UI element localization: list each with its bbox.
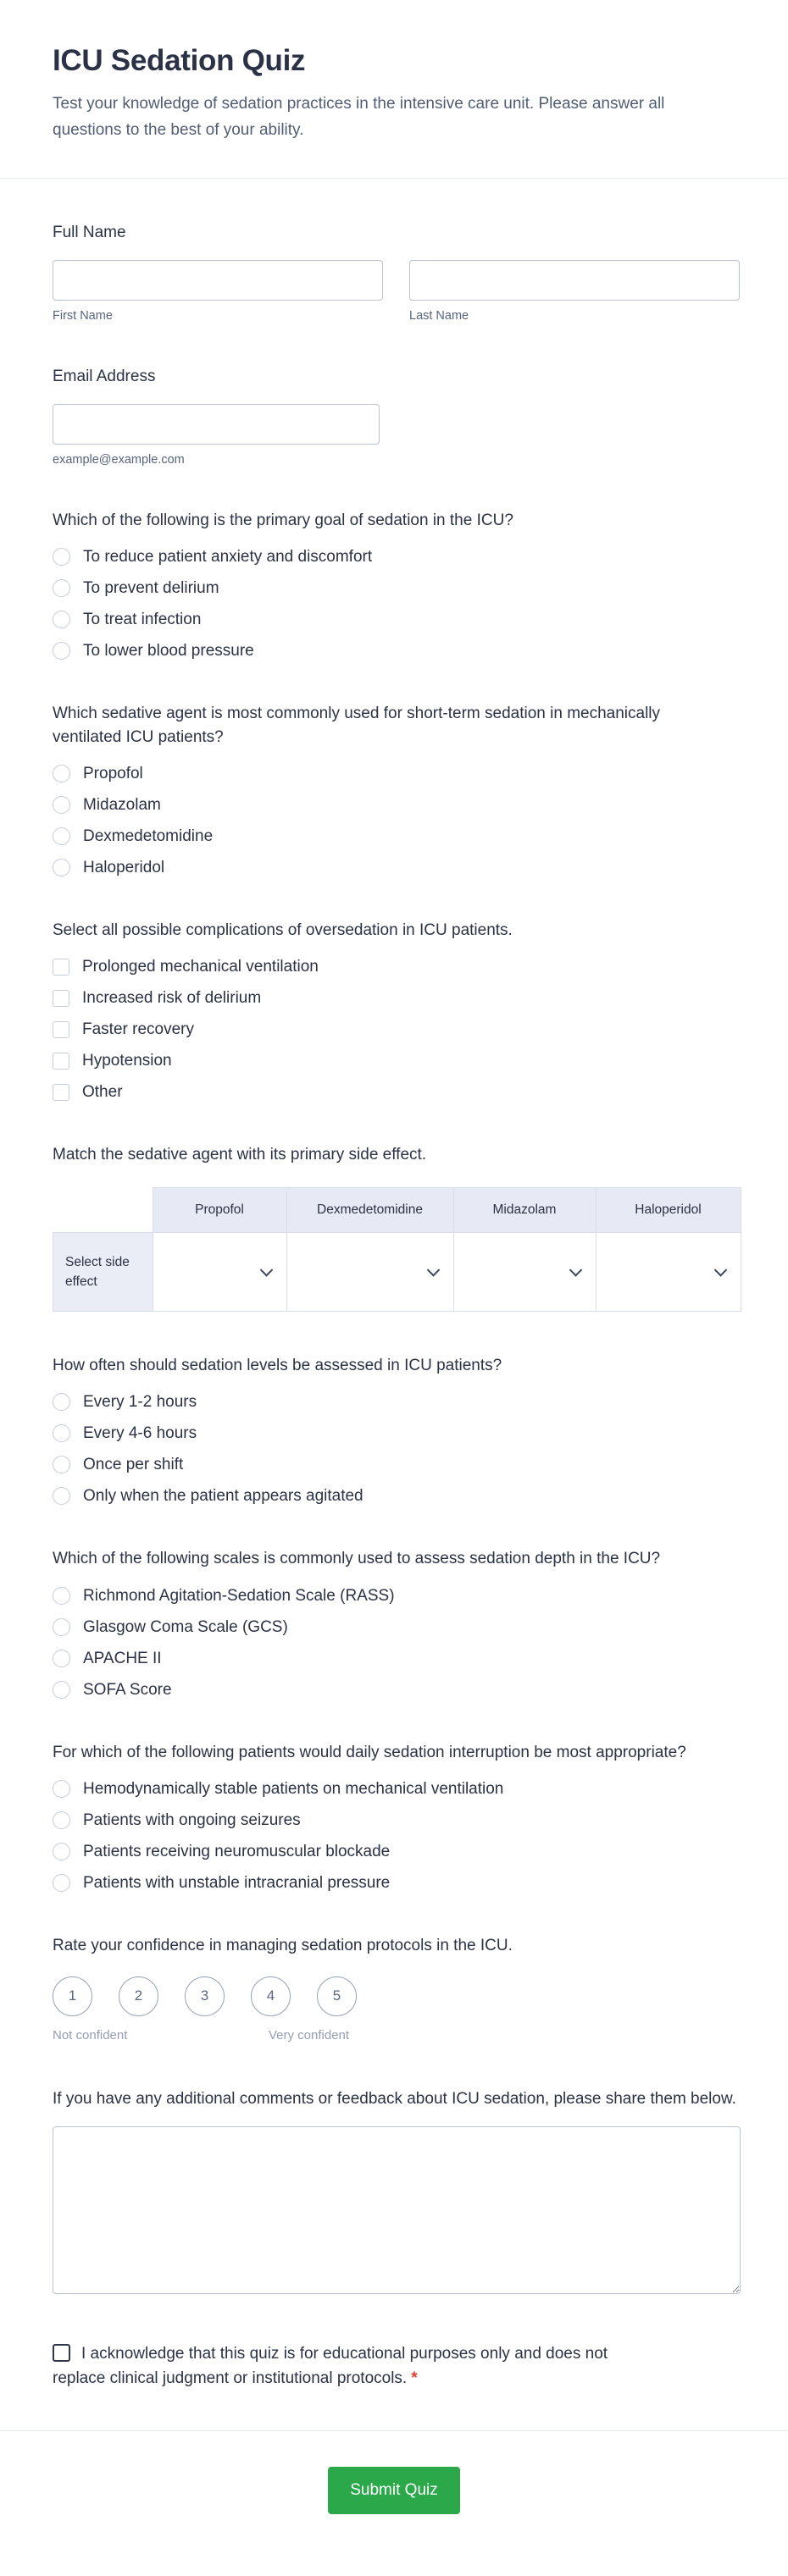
radio-button[interactable]	[53, 796, 70, 814]
options-list	[53, 548, 741, 660]
required-asterisk: *	[411, 2369, 418, 2388]
matrix-column-header: Propofol	[153, 1188, 286, 1233]
radio-option[interactable]	[53, 1874, 741, 1892]
checkbox[interactable]	[53, 990, 69, 1007]
checkbox[interactable]	[53, 1053, 69, 1070]
first-name-sublabel: First Name	[53, 308, 113, 323]
rating-button-5[interactable]: 5	[317, 1976, 357, 2016]
acknowledgment-checkbox[interactable]	[53, 2344, 70, 2362]
option-label: Haloperidol	[83, 859, 165, 877]
option-label: Increased risk of delirium	[82, 989, 262, 1008]
radio-option[interactable]	[53, 1618, 741, 1636]
radio-option[interactable]	[53, 1780, 741, 1798]
option-label: Prolonged mechanical ventilation	[82, 958, 319, 976]
radio-button[interactable]	[53, 1424, 70, 1442]
header-divider	[0, 178, 788, 179]
option-label: Only when the patient appears agitated	[83, 1487, 363, 1506]
checkbox[interactable]	[53, 1084, 69, 1101]
question-label: How often should sedation levels be assessed in ICU patients?	[53, 1357, 502, 1375]
chevron-down-icon	[426, 1263, 440, 1277]
radio-button[interactable]	[53, 1843, 70, 1860]
full-name-field	[53, 221, 741, 323]
question-sedation-scale	[53, 1547, 741, 1698]
option-label: Patients with ongoing seizures	[83, 1810, 301, 1829]
radio-option[interactable]	[53, 1811, 741, 1829]
radio-button[interactable]	[53, 1618, 70, 1636]
options-list	[53, 765, 741, 876]
email-field	[53, 365, 741, 467]
radio-button[interactable]	[53, 1681, 70, 1699]
radio-button[interactable]	[53, 1811, 70, 1829]
page-title: ICU Sedation Quiz	[53, 44, 306, 77]
form-body	[0, 221, 788, 2391]
matrix-corner-cell	[53, 1188, 153, 1233]
options-list	[53, 1393, 741, 1505]
radio-button[interactable]	[53, 859, 70, 876]
matrix-table	[53, 1187, 741, 1312]
chevron-down-icon	[569, 1263, 582, 1277]
radio-option[interactable]	[53, 611, 741, 628]
rating-min-label: Not confident	[53, 2027, 128, 2043]
matrix-column-header: Haloperidol	[596, 1188, 741, 1233]
rating-button-4[interactable]: 4	[251, 1976, 291, 2016]
acknowledgment-row	[53, 2341, 646, 2391]
name-inputs-row	[53, 260, 741, 323]
radio-option[interactable]	[53, 796, 741, 814]
matrix-row-header: Select side effect	[53, 1233, 153, 1312]
radio-button[interactable]	[53, 827, 70, 845]
last-name-input[interactable]	[409, 260, 740, 301]
radio-option[interactable]	[53, 827, 741, 845]
checkbox[interactable]	[53, 959, 69, 976]
question-match-side-effect	[53, 1143, 741, 1312]
comments-textarea[interactable]	[53, 2126, 741, 2294]
first-name-column	[53, 260, 383, 323]
option-label: To treat infection	[83, 610, 202, 628]
radio-option[interactable]	[53, 765, 741, 782]
chevron-down-icon	[259, 1263, 273, 1277]
question-label: Which of the following is the primary goal of sedation in the ICU?	[53, 511, 513, 529]
email-sublabel: example@example.com	[53, 452, 185, 467]
email-input[interactable]	[53, 404, 380, 445]
option-label: Hypotension	[82, 1052, 172, 1070]
rating-button-3[interactable]: 3	[185, 1976, 225, 2016]
option-label: Once per shift	[83, 1456, 184, 1474]
submit-button[interactable]: Submit Quiz	[328, 2467, 459, 2514]
radio-option[interactable]	[53, 1681, 741, 1699]
rating-scale	[53, 1976, 741, 2016]
full-name-label: Full Name	[53, 223, 126, 241]
question-label: Which sedative agent is most commonly used for short-term sedation in mechanically ventilated ICU patients?	[53, 704, 661, 746]
form-header	[0, 0, 788, 144]
matrix-column-header: Dexmedetomidine	[286, 1188, 453, 1233]
option-label: To lower blood pressure	[83, 641, 254, 660]
acknowledgment-text: I acknowledge that this quiz is for educational purposes only and does not replace clinical judgment or institutional protocols.	[53, 2344, 608, 2388]
radio-button[interactable]	[53, 548, 70, 566]
option-label: To prevent delirium	[83, 578, 219, 597]
radio-button[interactable]	[53, 611, 70, 628]
question-comments	[53, 2087, 741, 2294]
radio-button[interactable]	[53, 1587, 70, 1605]
radio-button[interactable]	[53, 1487, 70, 1505]
question-sedation-interruption	[53, 1741, 741, 1892]
radio-button[interactable]	[53, 1874, 70, 1892]
radio-option[interactable]	[53, 1587, 741, 1605]
radio-option[interactable]	[53, 1843, 741, 1860]
radio-option[interactable]	[53, 1424, 741, 1442]
checkbox[interactable]	[53, 1021, 69, 1038]
option-label: Hemodynamically stable patients on mechanical ventilation	[83, 1779, 504, 1798]
checkbox-option[interactable]	[53, 958, 741, 976]
radio-button[interactable]	[53, 1393, 70, 1411]
radio-button[interactable]	[53, 1650, 70, 1667]
checkbox-option[interactable]	[53, 1020, 741, 1038]
last-name-column	[409, 260, 740, 323]
radio-option[interactable]	[53, 1393, 741, 1411]
matrix-select-midazolam[interactable]	[453, 1233, 596, 1312]
radio-option[interactable]	[53, 548, 741, 566]
email-label: Email Address	[53, 367, 156, 385]
option-label: Patients receiving neuromuscular blockade	[83, 1842, 391, 1860]
rating-button-1[interactable]: 1	[53, 1976, 92, 2016]
checkbox-option[interactable]	[53, 1052, 741, 1070]
option-label: Faster recovery	[82, 1020, 194, 1039]
option-label: Midazolam	[83, 796, 161, 815]
option-label: SOFA Score	[83, 1680, 172, 1699]
options-list	[53, 958, 741, 1101]
checkbox-option[interactable]	[53, 1083, 741, 1101]
option-label: Propofol	[83, 765, 143, 783]
question-assessment-frequency	[53, 1354, 741, 1505]
option-label: Glasgow Coma Scale (GCS)	[83, 1617, 288, 1636]
options-list	[53, 1780, 741, 1892]
question-label: Match the sedative agent with its primary side effect.	[53, 1146, 427, 1164]
last-name-sublabel: Last Name	[409, 308, 469, 323]
question-label: If you have any additional comments or feedback about ICU sedation, please share them below.	[53, 2089, 736, 2108]
question-sedative-agent	[53, 702, 741, 876]
matrix-select-propofol[interactable]	[153, 1233, 286, 1312]
radio-option[interactable]	[53, 1650, 741, 1667]
radio-option[interactable]	[53, 1456, 741, 1473]
radio-button[interactable]	[53, 579, 70, 597]
option-label: Dexmedetomidine	[83, 827, 214, 846]
radio-option[interactable]	[53, 1487, 741, 1505]
option-label: APACHE II	[83, 1649, 162, 1667]
option-label: Richmond Agitation-Sedation Scale (RASS)	[83, 1586, 395, 1605]
rating-button-2[interactable]: 2	[119, 1976, 158, 2016]
question-label: Which of the following scales is commonly used to assess sedation depth in the ICU?	[53, 1550, 661, 1568]
radio-button[interactable]	[53, 642, 70, 660]
option-label: Other	[82, 1083, 123, 1102]
option-label: Every 1-2 hours	[83, 1393, 197, 1412]
matrix-column-header: Midazolam	[453, 1188, 596, 1233]
option-label: Every 4-6 hours	[83, 1424, 197, 1443]
radio-button[interactable]	[53, 1456, 70, 1473]
question-label: For which of the following patients would daily sedation interruption be most appropriate?	[53, 1743, 686, 1761]
form-description: Test your knowledge of sedation practices in the intensive care unit. Please answer all questions to the best of your ability.	[53, 95, 665, 139]
matrix-select-dexmedetomidine[interactable]	[286, 1233, 453, 1312]
radio-option[interactable]	[53, 579, 741, 597]
radio-option[interactable]	[53, 859, 741, 876]
form-footer	[0, 2431, 788, 2551]
question-label: Select all possible complications of oversedation in ICU patients.	[53, 921, 513, 940]
radio-button[interactable]	[53, 765, 70, 782]
question-label: Rate your confidence in managing sedation protocols in the ICU.	[53, 1936, 513, 1954]
chevron-down-icon	[713, 1263, 727, 1277]
option-label: Patients with unstable intracranial pressure	[83, 1873, 391, 1892]
rating-labels	[53, 2028, 741, 2045]
option-label: To reduce patient anxiety and discomfort	[83, 547, 373, 566]
matrix-select-haloperidol[interactable]	[596, 1233, 741, 1312]
options-list	[53, 1587, 741, 1699]
radio-option[interactable]	[53, 642, 741, 660]
question-confidence-rating	[53, 1934, 741, 2045]
rating-max-label: Very confident	[269, 2027, 350, 2043]
radio-button[interactable]	[53, 1780, 70, 1798]
question-complications	[53, 919, 741, 1101]
checkbox-option[interactable]	[53, 989, 741, 1007]
question-primary-goal	[53, 509, 741, 660]
first-name-input[interactable]	[53, 260, 383, 301]
